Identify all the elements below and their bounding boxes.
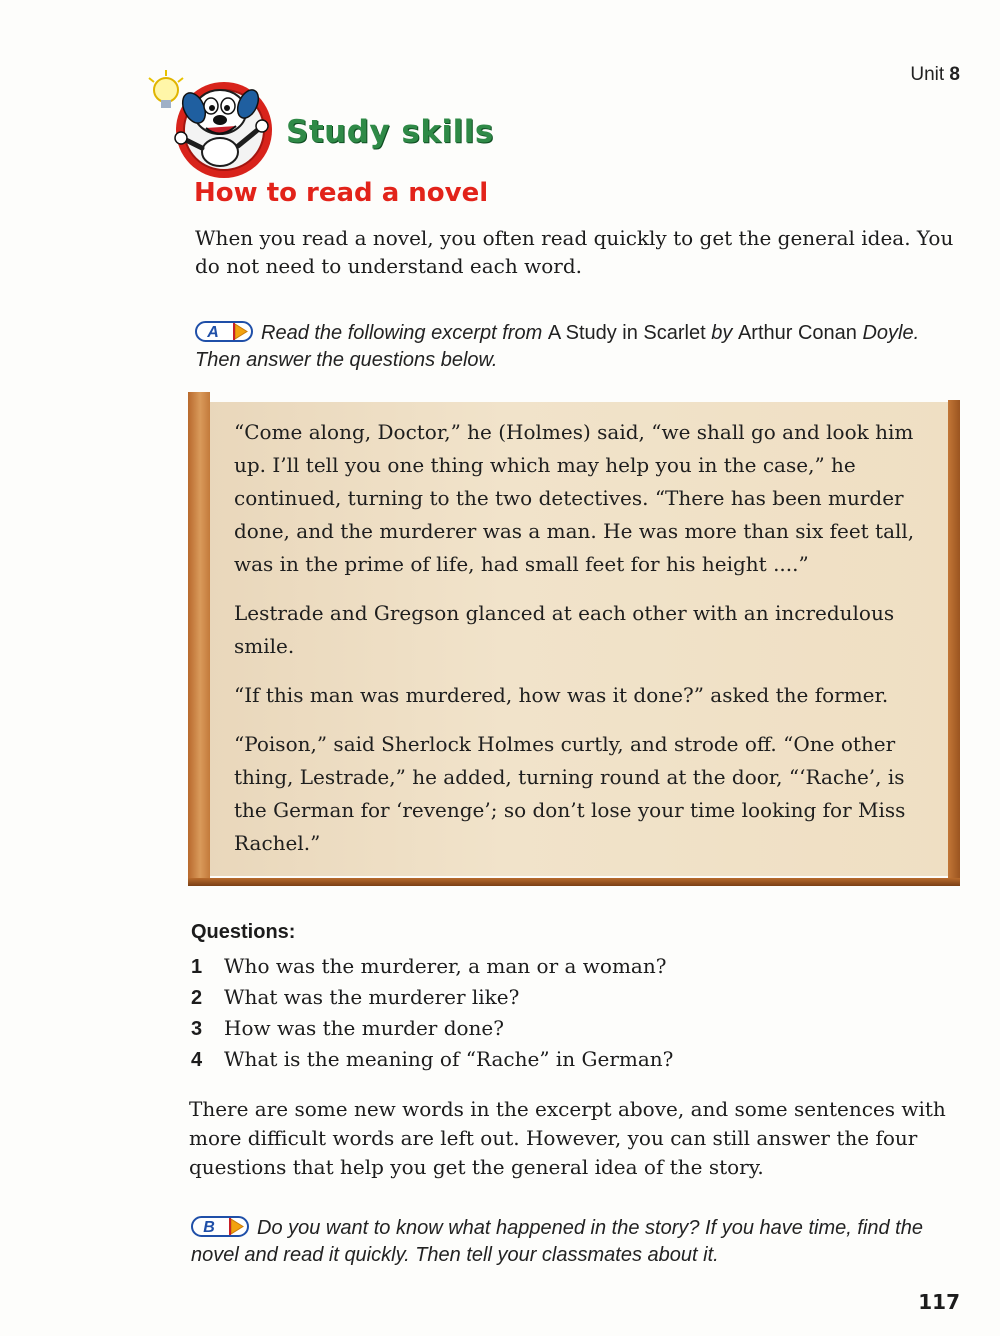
activity-b-instruction bbox=[191, 1215, 951, 1269]
activity-a-text-before: Read the following excerpt from bbox=[261, 322, 548, 344]
activity-a-badge bbox=[195, 321, 253, 342]
excerpt-book-panel bbox=[188, 392, 960, 886]
book-bottom-edge bbox=[188, 878, 960, 886]
question-item bbox=[191, 1044, 891, 1075]
summary-paragraph: There are some new words in the excerpt above, and some sentences with more difficult words are left out. However, you can still answer the four questions that help you get the general idea of the story. bbox=[189, 1097, 946, 1179]
unit-prefix: Unit bbox=[910, 64, 945, 85]
activity-a-book-title: A Study in Scarlet bbox=[547, 322, 706, 344]
excerpt-paragraph: “Come along, Doctor,” he (Holmes) said, “we shall go and look him up. I’ll tell you one thing which may help you in the case,” he continued, turning to the two detectives. “There has been murder done, and the murderer was a man. He was more than six feet tall, was in the prime of life, had small feet for his height ....” bbox=[234, 420, 915, 576]
questions-heading: Questions: bbox=[191, 921, 296, 943]
cartoon-dog-lightbulb-icon bbox=[148, 68, 288, 180]
question-number: 2 bbox=[191, 987, 203, 1009]
excerpt-text bbox=[234, 416, 924, 876]
book-spine bbox=[188, 392, 210, 882]
question-number: 1 bbox=[191, 956, 203, 978]
question-item bbox=[191, 951, 891, 982]
intro-paragraph: When you read a novel, you often read quickly to get the general idea. You do not need to understand each word. bbox=[195, 226, 954, 278]
section-heading: How to read a novel bbox=[194, 178, 489, 208]
activity-a-badge-letter: A bbox=[207, 324, 219, 341]
page-number: 117 bbox=[918, 1290, 960, 1314]
play-arrow-icon bbox=[195, 321, 253, 342]
activity-a-author: Arthur Conan bbox=[737, 322, 857, 344]
unit-number: 8 bbox=[949, 64, 960, 85]
activity-a-instruction bbox=[195, 320, 945, 374]
questions-list bbox=[191, 951, 891, 1075]
question-item bbox=[191, 982, 891, 1013]
activity-a-text-after: Doyle. Then answer the questions below. bbox=[195, 322, 920, 371]
question-item bbox=[191, 1013, 891, 1044]
question-number: 4 bbox=[191, 1049, 203, 1071]
activity-b-badge bbox=[191, 1216, 249, 1237]
excerpt-paragraph: “If this man was murdered, how was it done?” asked the former. bbox=[234, 683, 889, 707]
question-text: How was the murder done? bbox=[224, 1016, 504, 1040]
excerpt-paragraph: “Poison,” said Sherlock Holmes curtly, and strode off. “One other thing, Lestrade,” he added, turning round at the door, “‘Rache’, is the German for ‘revenge’; so don’t lose your time looking for Miss Rachel.” bbox=[234, 732, 906, 855]
unit-label bbox=[910, 64, 960, 86]
question-text: What was the murderer like? bbox=[224, 985, 520, 1009]
excerpt-paragraph: Lestrade and Gregson glanced at each other with an incredulous smile. bbox=[234, 601, 895, 658]
book-edge bbox=[948, 400, 960, 882]
question-text: What is the meaning of “Rache” in German? bbox=[224, 1047, 674, 1071]
question-number: 3 bbox=[191, 1018, 203, 1040]
play-arrow-icon bbox=[191, 1216, 249, 1237]
activity-a-text-by: by bbox=[705, 322, 738, 344]
activity-b-badge-letter: B bbox=[203, 1219, 215, 1236]
question-text: Who was the murderer, a man or a woman? bbox=[224, 954, 667, 978]
section-title: Study skills bbox=[286, 114, 494, 150]
activity-b-text: Do you want to know what happened in the story? If you have time, find the novel and read it quickly. Then tell your classmates about it. bbox=[191, 1217, 923, 1266]
